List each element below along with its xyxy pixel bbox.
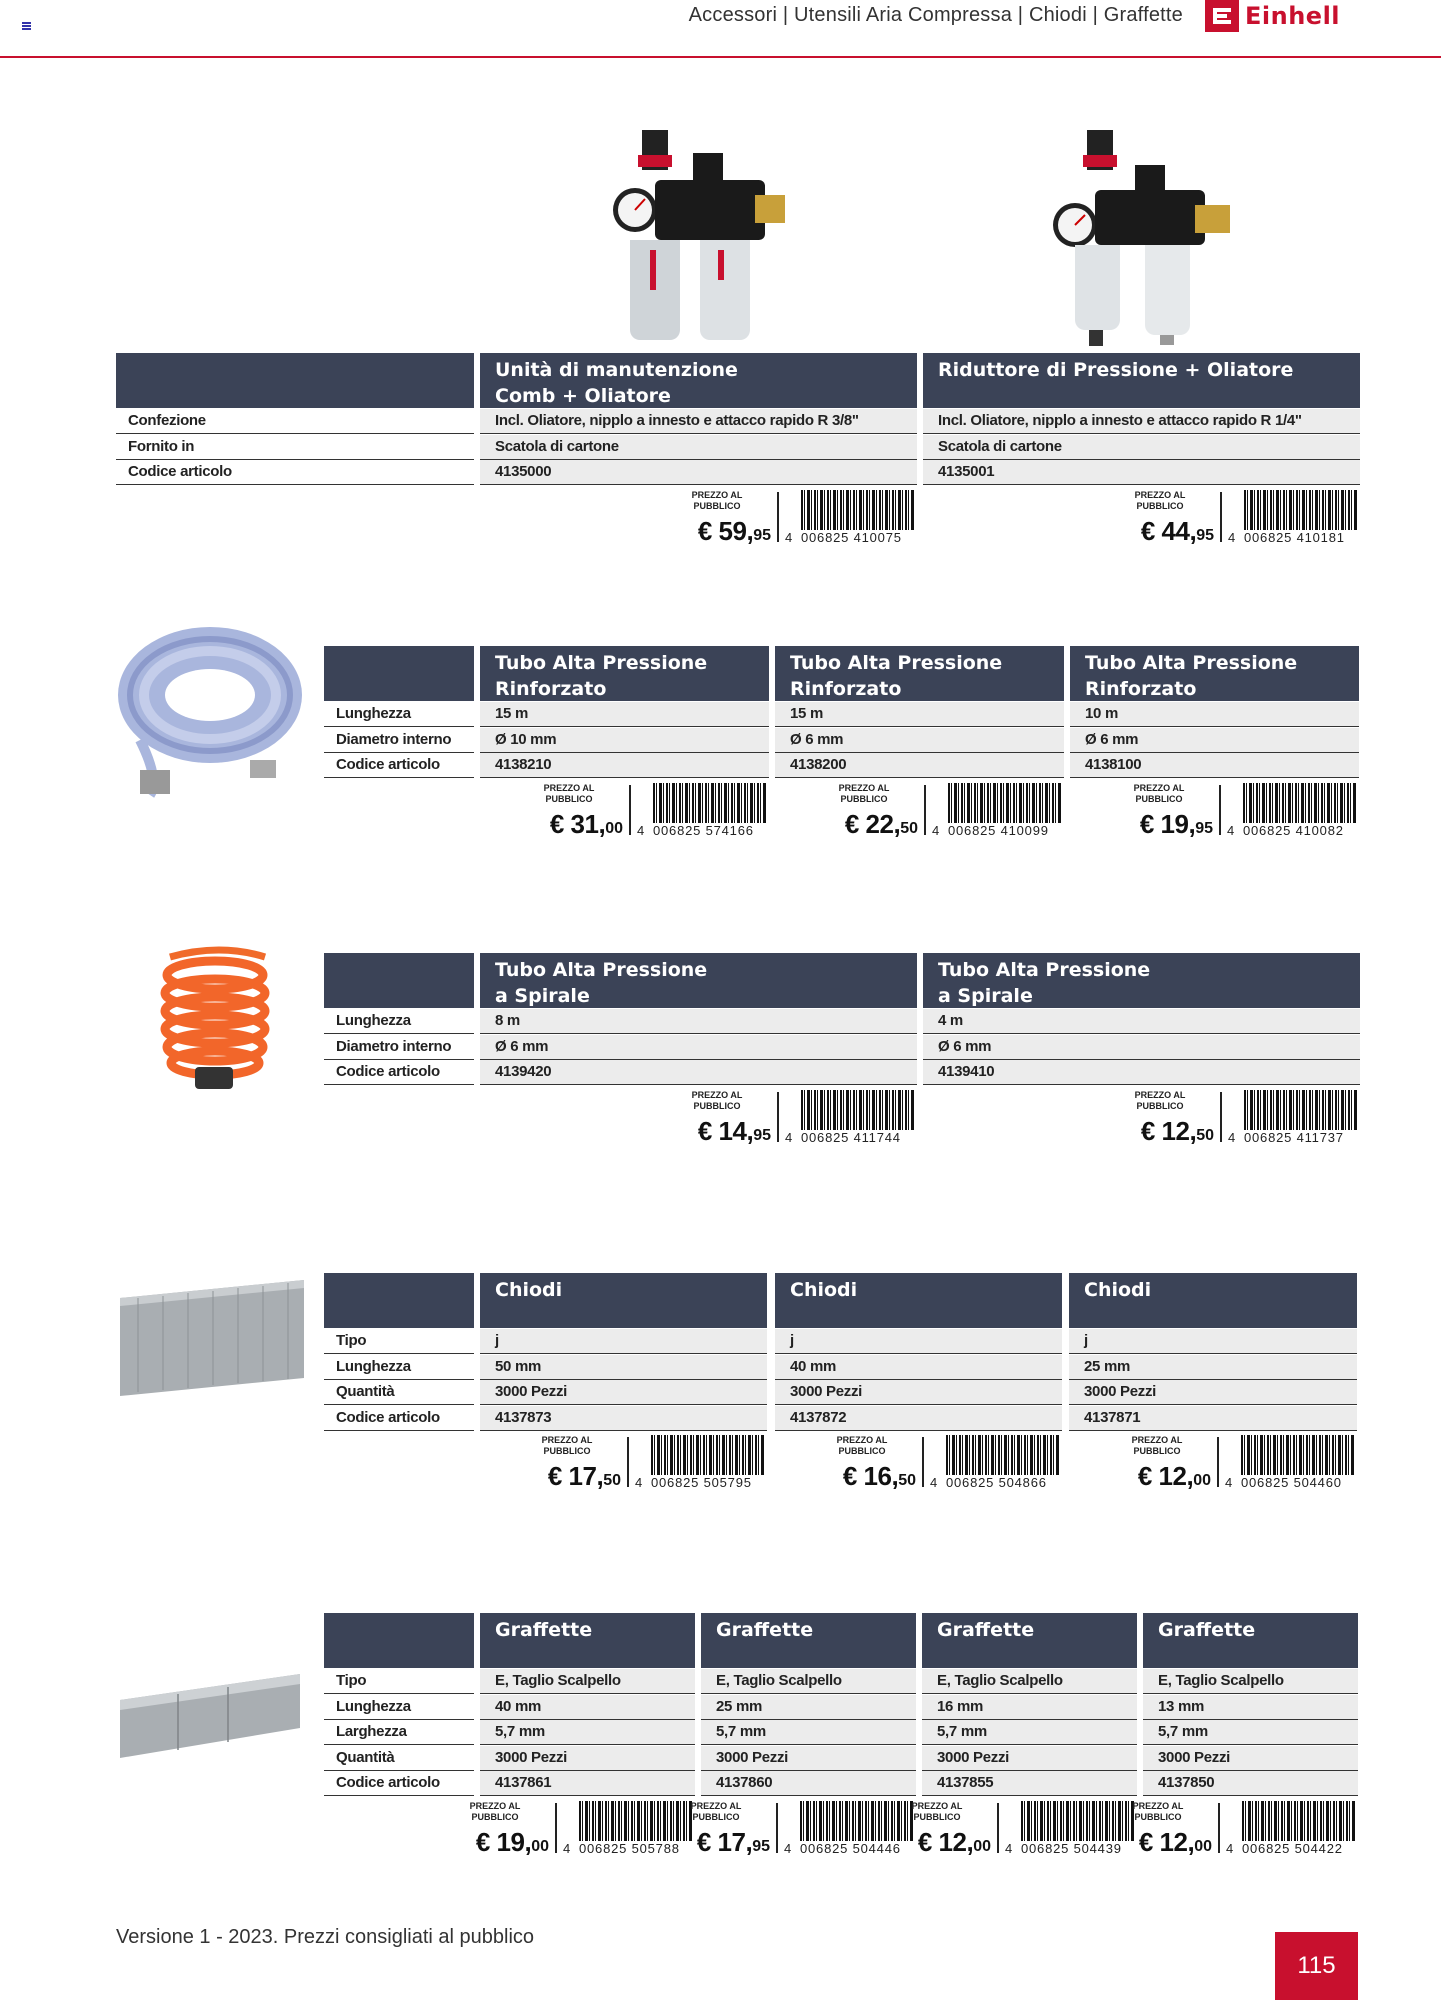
price (845, 809, 918, 840)
spec-value: 40 mm (775, 1355, 1062, 1380)
product-title: Chiodi (775, 1273, 1062, 1328)
brand-logo (1205, 0, 1360, 32)
barcode-lead-digit: 4 (930, 1475, 938, 1490)
price (698, 516, 771, 547)
price-block (677, 488, 917, 546)
price-decimals: 95 (753, 526, 771, 544)
price (1140, 809, 1213, 840)
barcode-bars (1241, 1435, 1355, 1475)
price-decimals: 50 (898, 1472, 916, 1489)
barcode (785, 1090, 915, 1144)
barcode-bars (801, 1090, 915, 1130)
spec-value: j (775, 1329, 1062, 1354)
price (1139, 1827, 1212, 1858)
barcode (1005, 1801, 1135, 1855)
label-header (324, 1613, 474, 1668)
price-integer: € 17, (696, 1826, 753, 1857)
spiral-hose-icon (150, 945, 280, 1100)
spec-value: 4135000 (480, 460, 917, 485)
spec-value: 5,7 mm (922, 1720, 1137, 1745)
price-block (1118, 1799, 1358, 1857)
spec-value: 3000 Pezzi (775, 1380, 1062, 1405)
barcode-bars (948, 783, 1062, 823)
price-integer: € 31, (549, 808, 606, 839)
row-label: Codice articolo (324, 1406, 474, 1431)
price-tag-label: PREZZO AL PUBBLICO (1134, 1089, 1186, 1111)
barcode-digits: 006825 504439 (1021, 1840, 1122, 1856)
price-decimals: 95 (752, 1837, 770, 1855)
price-decimals: 95 (753, 1126, 771, 1144)
price-block (676, 1799, 916, 1857)
price-integer: € 59, (697, 515, 754, 546)
price-decimals: 00 (605, 819, 623, 837)
barcode-digits: 006825 574166 (653, 822, 754, 838)
price-decimals: 95 (1195, 819, 1213, 837)
price-integer: € 19, (475, 1826, 532, 1857)
price-divider (777, 1092, 779, 1142)
price-block (677, 1088, 917, 1146)
barcode-bars (1242, 1801, 1356, 1841)
price (548, 1461, 621, 1492)
price-decimals: 50 (603, 1472, 621, 1489)
spec-value: Scatola di cartone (923, 435, 1360, 460)
barcode-bars (801, 490, 915, 530)
regulator-icon (600, 125, 810, 350)
spec-value: 4139410 (923, 1060, 1360, 1085)
spec-value: 15 m (480, 702, 769, 727)
price (698, 1116, 771, 1147)
barcode-lead-digit: 4 (1226, 1840, 1234, 1856)
barcode (932, 783, 1062, 837)
barcode-bars (1244, 1090, 1358, 1130)
price-tag-label: PREZZO AL PUBBLICO (1134, 489, 1186, 511)
row-label: Larghezza (324, 1720, 474, 1745)
price-divider (924, 785, 926, 835)
price-integer: € 19, (1139, 808, 1196, 839)
price-block (897, 1799, 1137, 1857)
spec-value: E, Taglio Scalpello (1143, 1669, 1358, 1694)
price-integer: € 14, (697, 1115, 754, 1146)
spec-value: Ø 6 mm (1070, 728, 1359, 753)
price-divider (1219, 785, 1221, 835)
price-decimals: 00 (1193, 1472, 1211, 1489)
product-title: Chiodi (1069, 1273, 1357, 1328)
price-integer: € 22, (844, 808, 901, 839)
price-divider (555, 1803, 557, 1853)
product-title: Tubo Alta Pressione a Spirale (480, 953, 917, 1008)
spec-value: 5,7 mm (480, 1720, 695, 1745)
row-label: Codice articolo (324, 1060, 474, 1085)
price-divider (776, 1803, 778, 1853)
spec-value: 4137861 (480, 1771, 695, 1796)
spec-value: 4135001 (923, 460, 1360, 485)
row-label: Lunghezza (324, 1695, 474, 1720)
price-block (824, 781, 1064, 839)
barcode (785, 490, 915, 544)
price-decimals: 50 (900, 819, 918, 837)
price-block (527, 1433, 767, 1491)
price-tag-label: PREZZO AL PUBBLICO (836, 1435, 888, 1456)
spec-value: j (1069, 1329, 1357, 1354)
price-divider (922, 1437, 924, 1487)
barcode (1225, 1435, 1355, 1489)
row-label: Codice articolo (324, 753, 474, 778)
row-label: Diametro interno (324, 728, 474, 753)
spec-value: 4137872 (775, 1406, 1062, 1431)
row-label: Lunghezza (324, 1009, 474, 1034)
price (1141, 1116, 1214, 1147)
einhell-logo-icon (1205, 0, 1239, 32)
price-integer: € 44, (1140, 515, 1197, 546)
spec-value: 3000 Pezzi (480, 1380, 767, 1405)
price-block (1120, 1088, 1360, 1146)
spec-value: 10 m (1070, 702, 1359, 727)
price-divider (1217, 1437, 1219, 1487)
barcode-digits: 006825 410075 (801, 529, 902, 545)
price (1138, 1461, 1211, 1492)
spec-value: j (480, 1329, 767, 1354)
price-block (822, 1433, 1062, 1491)
spec-value: 8 m (480, 1009, 917, 1034)
spec-value: 3000 Pezzi (1143, 1746, 1358, 1771)
spec-value: E, Taglio Scalpello (701, 1669, 916, 1694)
barcode-digits: 006825 504460 (1241, 1475, 1342, 1490)
price-tag-label: PREZZO AL PUBBLICO (690, 1800, 742, 1822)
spec-value: 4137860 (701, 1771, 916, 1796)
spec-value: 5,7 mm (1143, 1720, 1358, 1745)
price-divider (997, 1803, 999, 1853)
row-label: Lunghezza (324, 1355, 474, 1380)
barcode-digits: 006825 410099 (948, 822, 1049, 838)
page-number: 115 (1275, 1932, 1358, 2000)
price-divider (777, 492, 779, 542)
barcode-bars (1244, 490, 1358, 530)
product-title: Graffette (922, 1613, 1137, 1668)
price-integer: € 12, (1138, 1826, 1195, 1857)
price-tag-label: PREZZO AL PUBBLICO (691, 1089, 743, 1111)
spec-value: 13 mm (1143, 1695, 1358, 1720)
spec-value: 3000 Pezzi (1069, 1380, 1357, 1405)
barcode-digits: 006825 504446 (800, 1840, 901, 1856)
price (918, 1827, 991, 1858)
spec-value: 4138210 (480, 753, 769, 778)
regulator-icon (1045, 125, 1255, 350)
row-label: Quantità (324, 1746, 474, 1771)
price (476, 1827, 549, 1858)
price-tag-label: PREZZO AL PUBBLICO (911, 1800, 963, 1822)
spec-value: 25 mm (1069, 1355, 1357, 1380)
barcode (1226, 1801, 1356, 1855)
spec-value: Ø 10 mm (480, 728, 769, 753)
flag-icon (22, 22, 31, 30)
spec-value: 50 mm (480, 1355, 767, 1380)
price-integer: € 12, (917, 1826, 974, 1857)
spec-value: 16 mm (922, 1695, 1137, 1720)
spec-value: 4137850 (1143, 1771, 1358, 1796)
row-label: Tipo (324, 1329, 474, 1354)
row-label: Diametro interno (324, 1035, 474, 1060)
price-decimals: 00 (531, 1837, 549, 1855)
product-title: Graffette (480, 1613, 695, 1668)
barcode-lead-digit: 4 (785, 529, 793, 545)
barcode-lead-digit: 4 (1225, 1475, 1233, 1490)
barcode (1227, 783, 1357, 837)
row-label: Confezione (116, 409, 474, 434)
row-label: Fornito in (116, 435, 474, 460)
row-label: Quantità (324, 1380, 474, 1405)
price-decimals: 95 (1196, 526, 1214, 544)
price-tag-label: PREZZO AL PUBBLICO (838, 782, 890, 804)
barcode-lead-digit: 4 (784, 1840, 792, 1856)
barcode (930, 1435, 1060, 1489)
product-title: Chiodi (480, 1273, 767, 1328)
barcode (1228, 490, 1358, 544)
barcode-lead-digit: 4 (1227, 822, 1235, 838)
barcode-lead-digit: 4 (563, 1840, 571, 1856)
product-title: Tubo Alta Pressione Rinforzato (480, 646, 769, 701)
price (1141, 516, 1214, 547)
price-integer: € 12, (1140, 1115, 1197, 1146)
label-header (116, 353, 474, 408)
price-divider (1220, 1092, 1222, 1142)
spec-value: 4139420 (480, 1060, 917, 1085)
product-title: Unità di manutenzione Comb + Oliatore (480, 353, 917, 408)
spec-value: 25 mm (701, 1695, 916, 1720)
barcode-lead-digit: 4 (1228, 1129, 1236, 1145)
barcode-lead-digit: 4 (932, 822, 940, 838)
price (843, 1461, 916, 1492)
nails-strip-icon (118, 1278, 308, 1408)
row-label: Tipo (324, 1669, 474, 1694)
price-tag-label: PREZZO AL PUBBLICO (691, 489, 743, 511)
product-title: Riduttore di Pressione + Oliatore (923, 353, 1360, 408)
spec-value: 40 mm (480, 1695, 695, 1720)
page-header (0, 0, 1441, 58)
label-header (324, 953, 474, 1008)
spec-value: 3000 Pezzi (701, 1746, 916, 1771)
barcode-digits: 006825 411737 (1244, 1129, 1344, 1145)
price-tag-label: PREZZO AL PUBBLICO (1131, 1435, 1183, 1456)
barcode-bars (653, 783, 767, 823)
label-header (324, 646, 474, 701)
barcode-bars (946, 1435, 1060, 1475)
spec-value: Scatola di cartone (480, 435, 917, 460)
spec-value: Incl. Oliatore, nipplo a innesto e attacco rapido R 1/4" (923, 409, 1360, 434)
price-divider (1220, 492, 1222, 542)
product-title: Tubo Alta Pressione Rinforzato (775, 646, 1064, 701)
price-divider (627, 1437, 629, 1487)
price (697, 1827, 770, 1858)
barcode-digits: 006825 504422 (1242, 1840, 1343, 1856)
staples-strip-icon (118, 1670, 303, 1765)
footer-note: Versione 1 - 2023. Prezzi consigliati al pubblico (116, 1926, 535, 1948)
barcode (635, 1435, 765, 1489)
price-integer: € 17, (547, 1461, 604, 1491)
price-block (529, 781, 769, 839)
price-tag-label: PREZZO AL PUBBLICO (1132, 1800, 1184, 1822)
price-divider (629, 785, 631, 835)
spec-value: 3000 Pezzi (922, 1746, 1137, 1771)
row-label: Codice articolo (324, 1771, 474, 1796)
row-label: Lunghezza (324, 702, 474, 727)
price-block (455, 1799, 695, 1857)
spec-value: Incl. Oliatore, nipplo a innesto e attacco rapido R 3/8" (480, 409, 917, 434)
price-integer: € 16, (842, 1461, 899, 1491)
price-decimals: 00 (973, 1837, 991, 1855)
spec-value: 4138200 (775, 753, 1064, 778)
price-block (1119, 781, 1359, 839)
barcode-lead-digit: 4 (635, 1475, 643, 1490)
row-label: Codice articolo (116, 460, 474, 485)
price (550, 809, 623, 840)
price-tag-label: PREZZO AL PUBBLICO (1133, 782, 1185, 804)
product-title: Tubo Alta Pressione Rinforzato (1070, 646, 1359, 701)
spec-value: 15 m (775, 702, 1064, 727)
spec-value: Ø 6 mm (923, 1035, 1360, 1060)
breadcrumb: Accessori | Utensili Aria Compressa | Chiodi | Graffette (688, 4, 1183, 26)
label-header (324, 1273, 474, 1328)
barcode-digits: 006825 505788 (579, 1840, 680, 1856)
price-tag-label: PREZZO AL PUBBLICO (543, 782, 595, 804)
barcode-lead-digit: 4 (637, 822, 645, 838)
product-title: Graffette (1143, 1613, 1358, 1668)
price-tag-label: PREZZO AL PUBBLICO (541, 1435, 593, 1456)
brand-name: Einhell (1245, 2, 1341, 30)
barcode-lead-digit: 4 (785, 1129, 793, 1145)
barcode (784, 1801, 914, 1855)
barcode-digits: 006825 410181 (1244, 529, 1345, 545)
price-tag-label: PREZZO AL PUBBLICO (469, 1800, 521, 1822)
product-title: Graffette (701, 1613, 916, 1668)
barcode-digits: 006825 411744 (801, 1129, 901, 1145)
barcode-bars (651, 1435, 765, 1475)
price-decimals: 50 (1196, 1126, 1214, 1144)
product-title: Tubo Alta Pressione a Spirale (923, 953, 1360, 1008)
price-block (1120, 488, 1360, 546)
barcode-digits: 006825 505795 (651, 1475, 752, 1490)
price-decimals: 00 (1194, 1837, 1212, 1855)
barcode-lead-digit: 4 (1228, 529, 1236, 545)
barcode (563, 1801, 693, 1855)
spec-value: 4137855 (922, 1771, 1137, 1796)
spec-value: Ø 6 mm (480, 1035, 917, 1060)
price-block (1117, 1433, 1357, 1491)
barcode-bars (1243, 783, 1357, 823)
spec-value: 4138100 (1070, 753, 1359, 778)
spec-value: 5,7 mm (701, 1720, 916, 1745)
spec-value: Ø 6 mm (775, 728, 1064, 753)
barcode-lead-digit: 4 (1005, 1840, 1013, 1856)
spec-value: 3000 Pezzi (480, 1746, 695, 1771)
spec-value: 4137871 (1069, 1406, 1357, 1431)
spec-value: E, Taglio Scalpello (922, 1669, 1137, 1694)
barcode-digits: 006825 410082 (1243, 822, 1344, 838)
spec-value: E, Taglio Scalpello (480, 1669, 695, 1694)
price-divider (1218, 1803, 1220, 1853)
barcode (1228, 1090, 1358, 1144)
barcode-digits: 006825 504866 (946, 1475, 1047, 1490)
spec-value: 4 m (923, 1009, 1360, 1034)
spec-value: 4137873 (480, 1406, 767, 1431)
price-integer: € 12, (1137, 1461, 1194, 1491)
hose-coil-icon (110, 620, 310, 805)
barcode (637, 783, 767, 837)
